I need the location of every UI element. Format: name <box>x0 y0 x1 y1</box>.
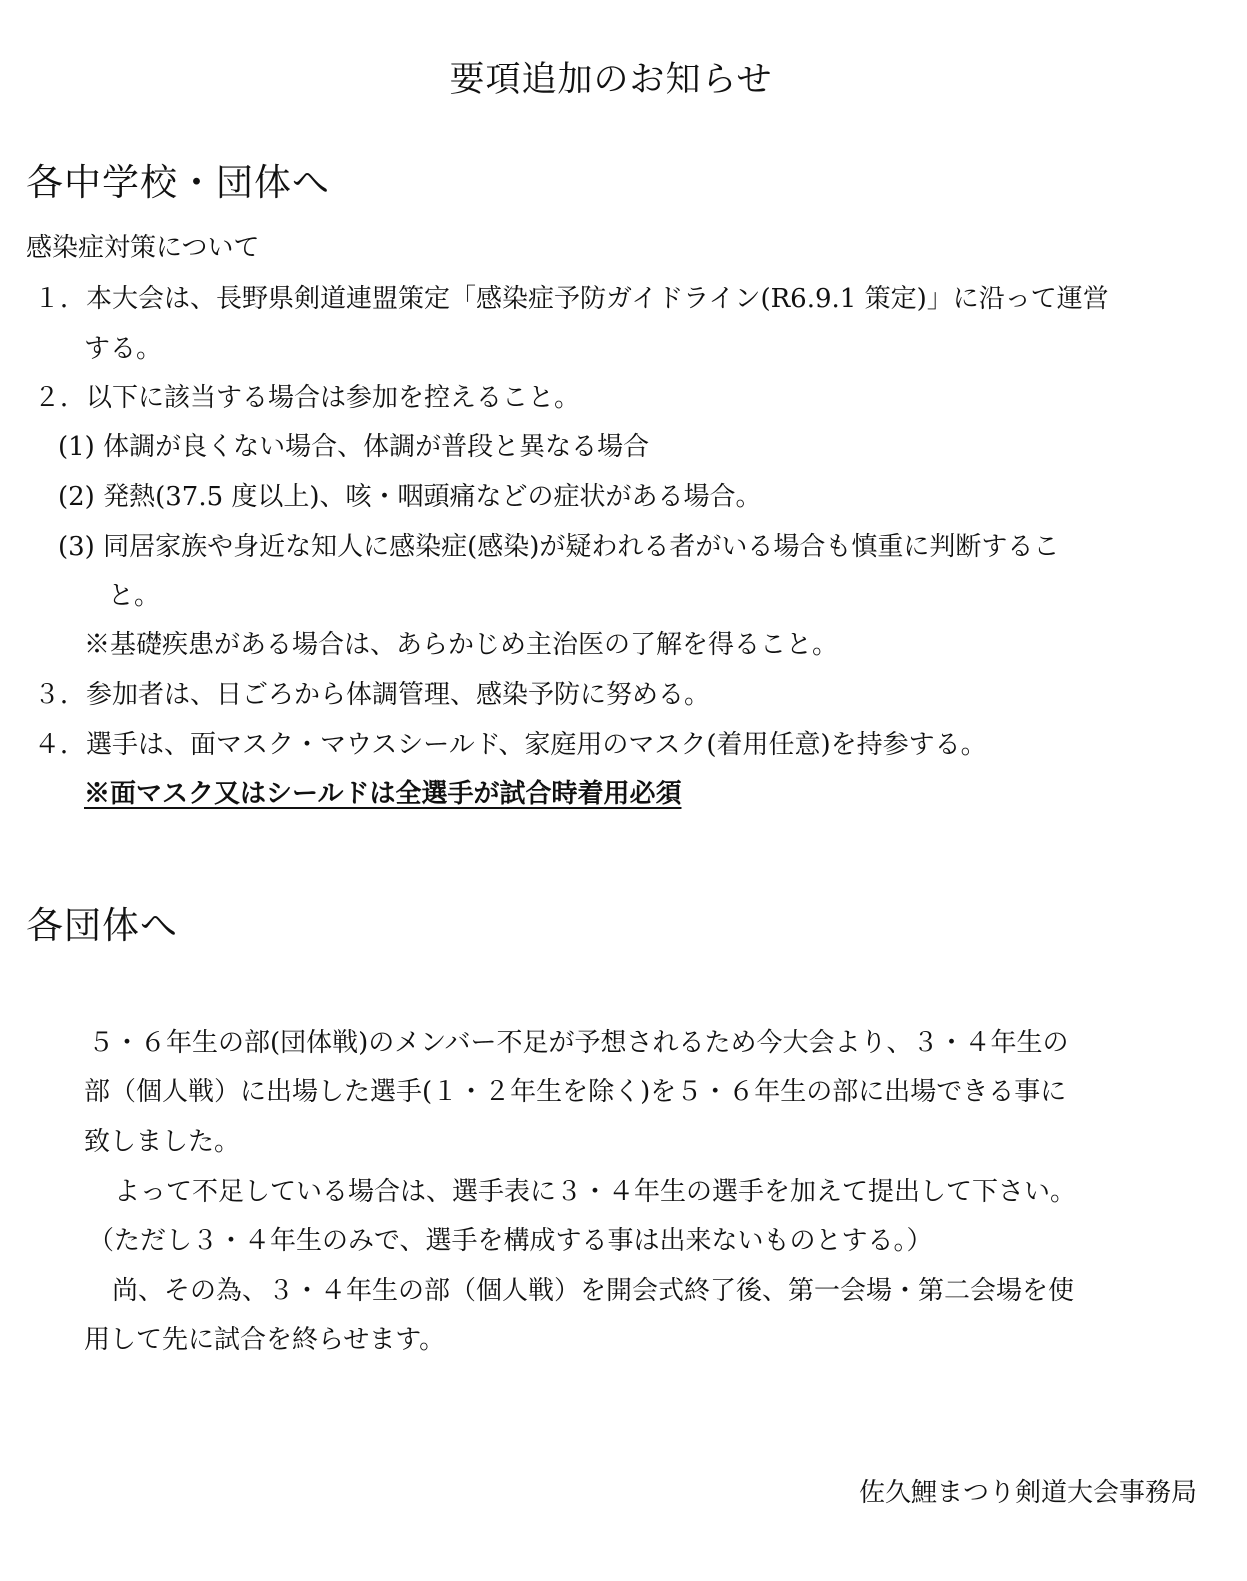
item1-line1: １．本大会は、長野県剣道連盟策定「感染症予防ガイドライン(R6.9.1 策定)」に沿って運営 <box>34 284 1109 314</box>
item2-sub3-line1: (3) 同居家族や身近な知人に感染症(感染)が疑われる者がいる場合も慎重に判断するこ <box>58 532 1060 562</box>
item2-sub2: (2) 発熱(37.5 度以上)、咳・咽頭痛などの症状がある場合。 <box>58 482 762 512</box>
item1-line2: する。 <box>84 334 163 364</box>
section2-p1-line3: 致しました。 <box>84 1127 241 1157</box>
item2: ２．以下に該当する場合は参加を控えること。 <box>34 383 581 413</box>
issuer-signature: 佐久鯉まつり剣道大会事務局 <box>858 1478 1197 1508</box>
section1-subheading: 感染症対策について <box>26 233 260 263</box>
section2-p2-line2: （ただし３・４年生のみで、選手を構成する事は出来ないものとする。） <box>88 1226 933 1256</box>
section2-p2-line1: よって不足している場合は、選手表に３・４年生の選手を加えて提出して下さい。 <box>114 1177 1077 1207</box>
item2-sub3-line2: と。 <box>108 581 161 611</box>
item2-note: ※基礎疾患がある場合は、あらかじめ主治医の了解を得ること。 <box>84 630 839 660</box>
item4-note: ※面マスク又はシールドは全選手が試合時着用必須 <box>84 779 682 809</box>
section2-p3-line2: 用して先に試合を終らせます。 <box>84 1325 446 1355</box>
item3: ３．参加者は、日ごろから体調管理、感染予防に努める。 <box>34 680 711 710</box>
section1-heading: 各中学校・団体へ <box>26 161 330 204</box>
section2-p3-line1: 尚、その為、３・４年生の部（個人戦）を開会式終了後、第一会場・第二会場を使 <box>112 1276 1075 1306</box>
section2-p1-line2: 部（個人戦）に出場した選手(１・２年生を除く)を５・６年生の部に出場できる事に <box>84 1077 1067 1107</box>
item2-sub1: (1) 体調が良くない場合、体調が普段と異なる場合 <box>58 432 650 462</box>
section2-p1-line1: ５・６年生の部(団体戦)のメンバー不足が予想されるため今大会より、３・４年生の <box>88 1028 1069 1058</box>
section2-heading: 各団体へ <box>26 904 178 947</box>
page-title: 要項追加のお知らせ <box>449 60 773 100</box>
item4: ４．選手は、面マスク・マウスシールド、家庭用のマスク(着用任意)を持参する。 <box>34 730 987 760</box>
